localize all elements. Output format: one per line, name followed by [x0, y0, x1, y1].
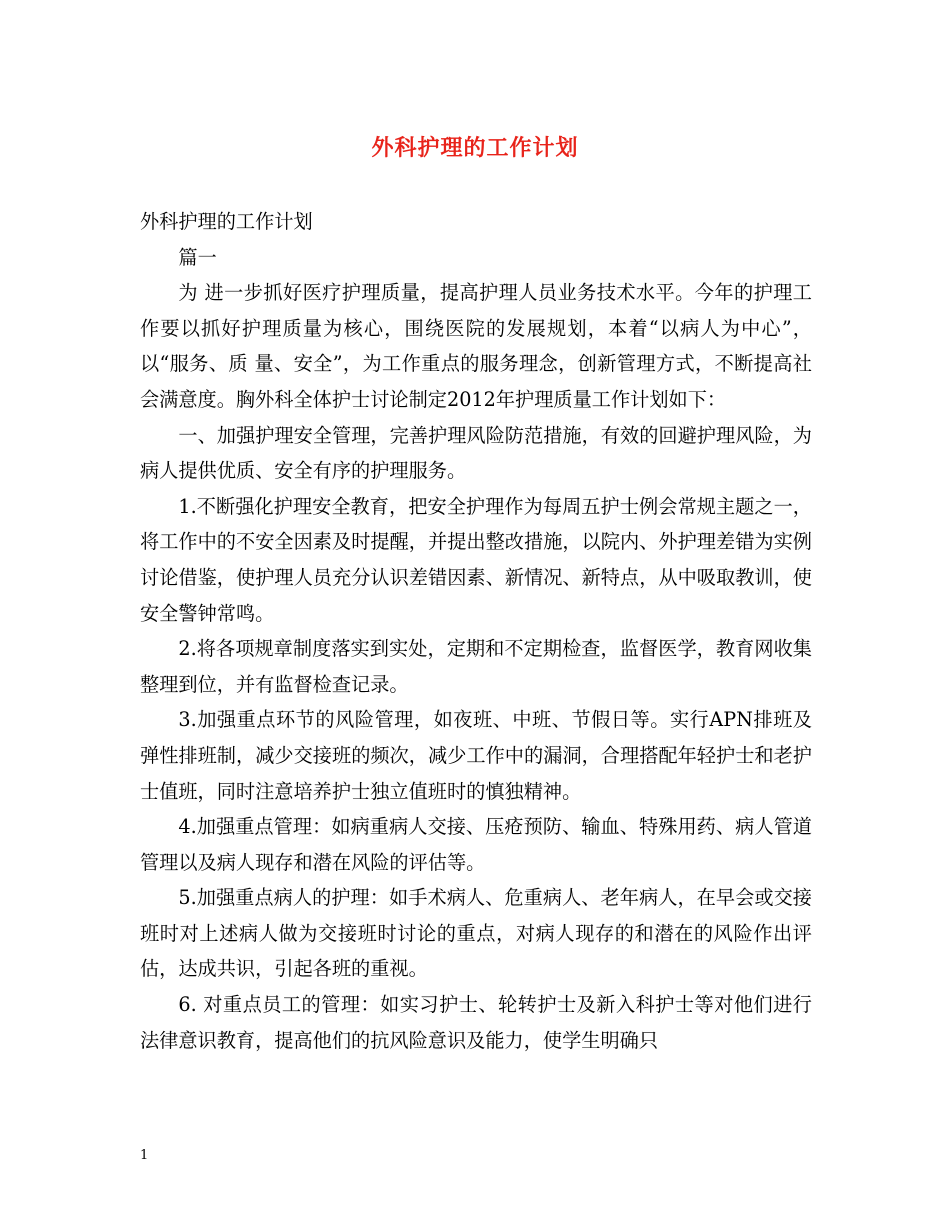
subtitle: 外科护理的工作计划	[140, 210, 313, 233]
paragraph-8: 6. 对重点员工的管理：如实习护士、轮转护士及新入科护士等对他们进行法律意识教育，提高他们的抗风险意识及能力，使学生明确只	[140, 993, 812, 1052]
page-number: 1	[140, 1148, 149, 1163]
paragraph-1: 为 进一步抓好医疗护理质量，提高护理人员业务技术水平。今年的护理工作要以抓好护理质量为核心，围绕医院的发展规划，本着“以病人为中心”，以“服务、质 量、安全”，为工作重点的服务理念，创新管理方式，不断提高社会满意度。胸外科全体护士讨论制定2012年护理质量工作计划如下：	[140, 281, 812, 411]
paragraph-7: 5.加强重点病人的护理：如手术病人、危重病人、老年病人，在早会或交接班时对上述病人做为交接班时讨论的重点，对病人现存的和潜在的风险作出评估，达成共识，引起各班的重视。	[140, 886, 812, 981]
paragraph-5: 3.加强重点环节的风险管理，如夜班、中班、节假日等。实行APN排班及弹性排班制，减少交接班的频次，减少工作中的漏洞，合理搭配年轻护士和老护士值班，同时注意培养护士独立值班时的慎独精神。	[140, 708, 812, 803]
paragraph-4: 2.将各项规章制度落实到实处，定期和不定期检查，监督医学，教育网收集整理到位，并有监督检查记录。	[140, 637, 812, 696]
paragraph-3: 1.不断强化护理安全教育，把安全护理作为每周五护士例会常规主题之一，将工作中的不安全因素及时提醒，并提出整改措施，以院内、外护理差错为实例讨论借鉴，使护理人员充分认识差错因素、新情况、新特点，从中吸取教训，使安全警钟常鸣。	[140, 494, 812, 625]
paragraph-6: 4.加强重点管理：如病重病人交接、压疮预防、输血、特殊用药、病人管道管理以及病人现存和潜在风险的评估等。	[140, 815, 812, 874]
document-title: 外科护理的工作计划	[371, 135, 579, 161]
document-body	[140, 204, 812, 1058]
section-label: 篇一	[178, 245, 217, 269]
paragraph-2: 一、加强护理安全管理，完善护理风险防范措施，有效的回避护理风险，为病人提供优质、安全有序的护理服务。	[140, 423, 812, 483]
